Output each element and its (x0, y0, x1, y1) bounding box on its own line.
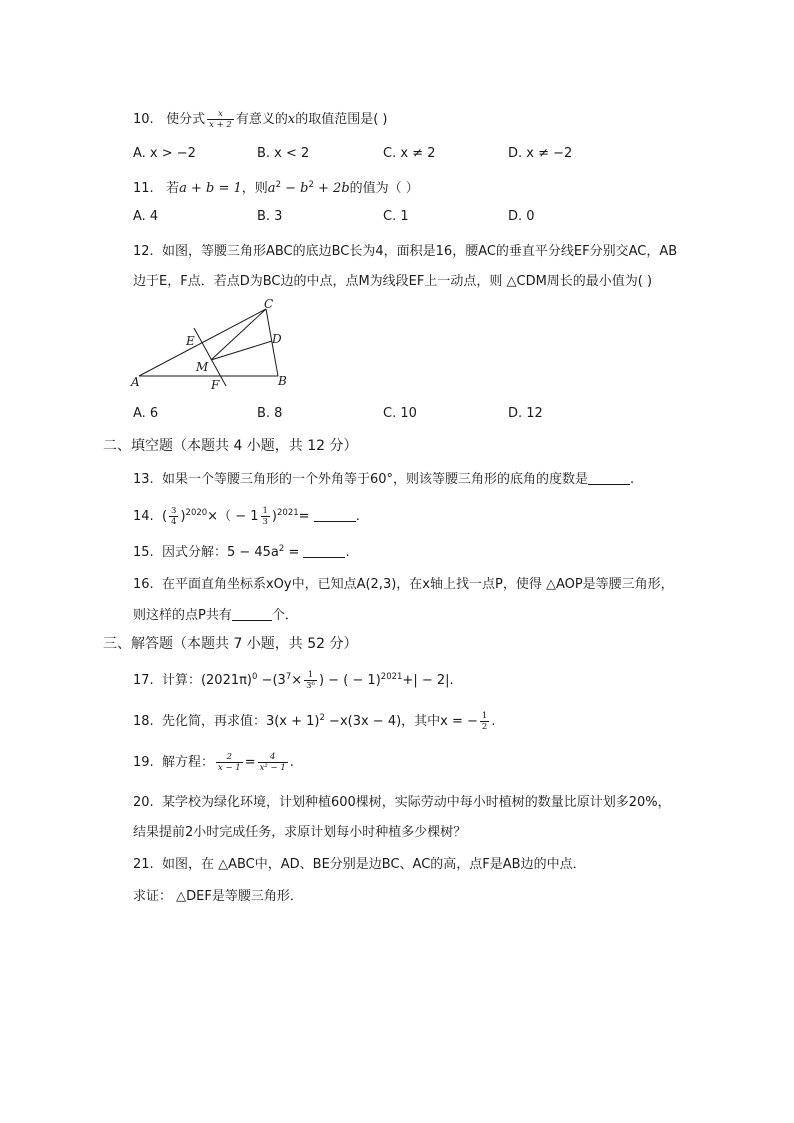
question-11: 11. 若a + b = 1，则$a^2 - b^2 + 2b$的值为（ ） (133, 180, 419, 196)
question-10: 10. 使分式 $\frac{x}{x + 2}$ 有意义的x的取值范围是( ) (133, 109, 388, 130)
option-d: D. x ≠ −2 (508, 146, 573, 161)
question-21: 21. 如图，在 △ABC中，AD、BE分别是边BC、AC的高，点F是AB边的中点． (133, 857, 586, 872)
label-b: B (278, 374, 287, 388)
question-lead: 使分式 (166, 112, 206, 127)
option-a: A. 4 (133, 209, 159, 224)
question-number: 11. (133, 181, 154, 196)
triangle-figure (125, 296, 295, 396)
option-a: A. 6 (133, 406, 159, 421)
answer-blank[interactable] (303, 545, 345, 558)
option-a: A. x > −2 (133, 146, 196, 161)
option-b: B. 8 (257, 406, 283, 421)
label-c: C (264, 297, 274, 311)
label-m: M (196, 360, 209, 374)
question-20-line2: 结果提前2小时完成任务，求原计划每小时种植多少棵树？ (133, 825, 467, 840)
question-number: 12. (133, 244, 154, 259)
question-19: 19. 解方程： $\frac{2}{x - 1}$ = $\frac{4}{\text{x² − 1}}$ . (133, 752, 294, 773)
label-a: A (131, 375, 140, 389)
answer-blank[interactable] (314, 509, 356, 522)
question-21-line2: 求证： △DEF是等腰三角形． (133, 889, 303, 904)
option-c: C. 1 (383, 209, 409, 224)
label-f: F (211, 378, 220, 392)
question-number: 10. (133, 112, 154, 127)
answer-blank[interactable] (588, 472, 630, 485)
label-e: E (186, 334, 195, 348)
question-12: 12. 如图，等腰三角形ABC的底边BC长为4，面积是16，腰AC的垂直平分线EF分别交AC，AB (133, 244, 678, 259)
question-13: 13. 如果一个等腰三角形的一个外角等于60°，则该等腰三角形的底角的度数是 . (133, 472, 635, 487)
question-16-line2: 则这样的点P共有 个． (133, 608, 298, 623)
option-d: D. 0 (508, 209, 535, 224)
fraction: $\frac{x}{x + 2}$ (209, 109, 232, 130)
section-title-solve: 三、解答题（本题共 7 小题，共 52 分） (103, 636, 358, 652)
option-b: B. x < 2 (257, 146, 310, 161)
option-d: D. 12 (508, 406, 543, 421)
question-18: 18. 先化简，再求值：$3(x + 1)^2 -x(3x - 4)$，其中x = − $\frac{1}{2}$ . (133, 711, 496, 732)
segment-md (211, 341, 272, 360)
label-d: D (272, 332, 282, 346)
question-14: 14. ( $\frac{3}{4}$ )$^{2020}$×（ − 1 $\frac{1}{3}$ )$^{2021}$= . (133, 506, 360, 527)
segment-cm (211, 309, 266, 360)
question-12-line2: 边于E，F点．若点D为BC边的中点，点M为线段EF上一动点，则 △CDM周长的最小值为( ) (133, 274, 653, 289)
question-17: 17. 计算：$(2021\pi)^0 -(3^7\times$ $\frac{1}{\text{3⁶}}$ ) − ( − 1)$^{2021}$+| − 2|. (133, 670, 454, 691)
question-20: 20. 某学校为绿化环境，计划种植600棵树，实际劳动中每小时植树的数量比原计划多20%， (133, 795, 671, 810)
option-c: C. 10 (383, 406, 417, 421)
answer-blank[interactable] (232, 608, 272, 621)
option-b: B. 3 (257, 209, 283, 224)
option-c: C. x ≠ 2 (383, 146, 436, 161)
section-title-fill-in: 二、填空题（本题共 4 小题，共 12 分） (103, 438, 358, 454)
question-16: 16. 在平面直角坐标系xOy中，已知点A(2,3)，在x轴上找一点P，使得 △AOP是等腰三角形， (133, 577, 674, 592)
question-15: 15. 因式分解：$5 - 45a^2$ = . (133, 544, 350, 560)
